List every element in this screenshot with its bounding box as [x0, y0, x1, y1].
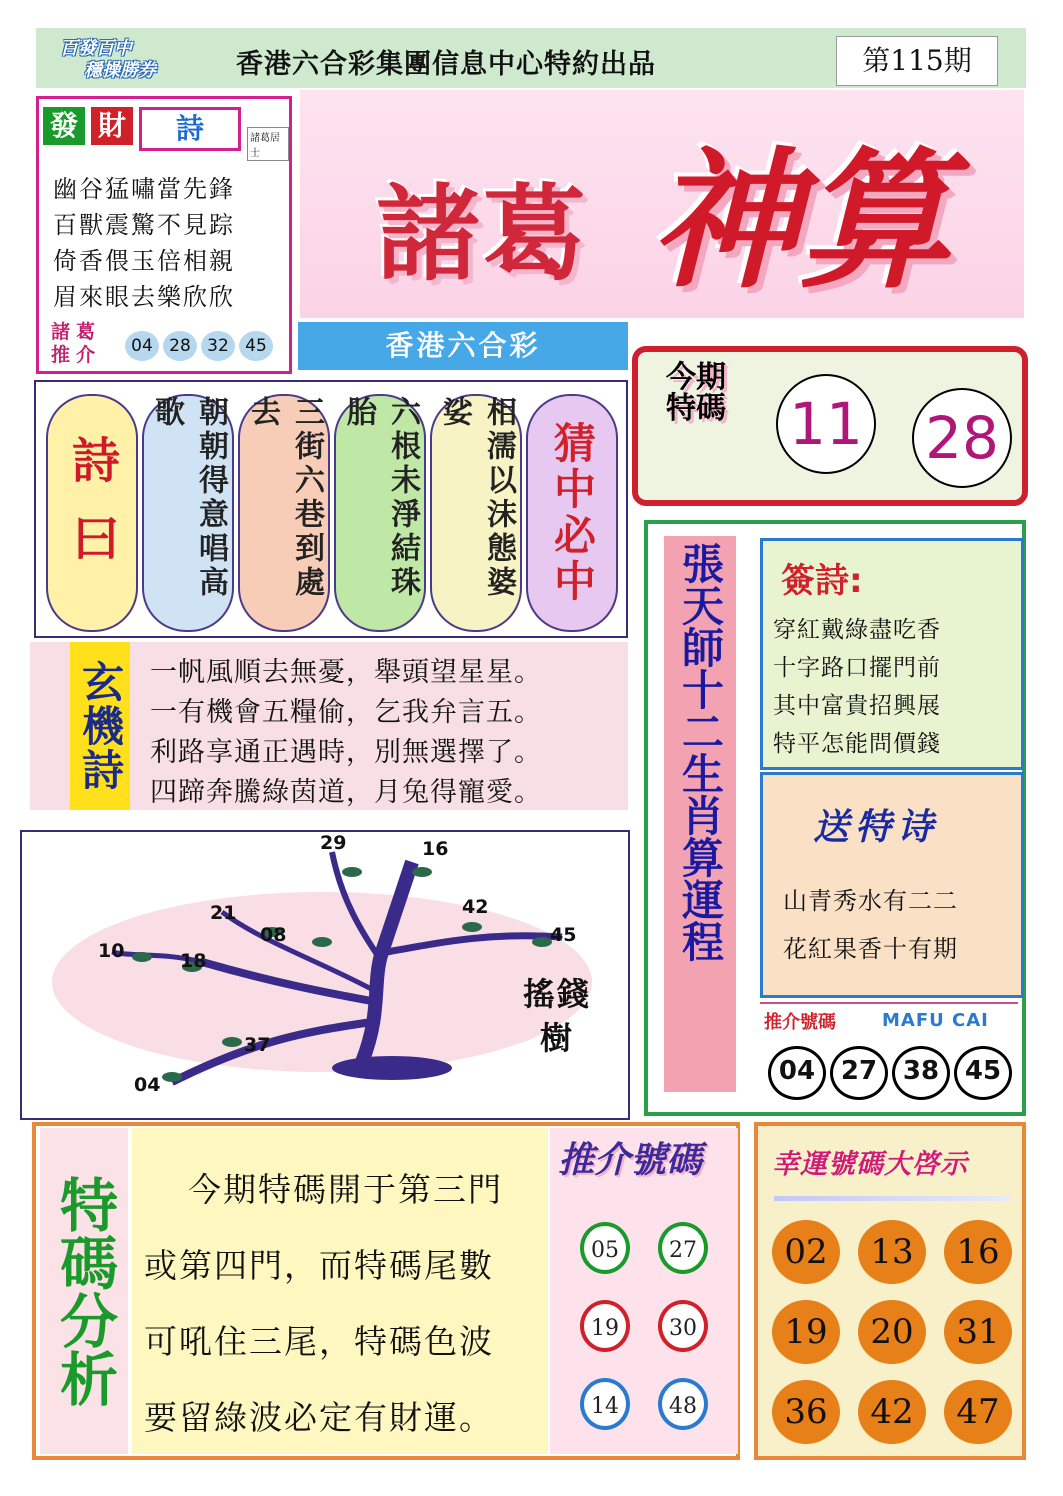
money-tree-label: 搖錢樹 [522, 975, 591, 1057]
poem-line: 眉來眼去樂欣欣 [53, 283, 235, 311]
special-number-panel [632, 346, 1028, 506]
title-shensuan: 神算 [650, 135, 951, 309]
lucky-divider [774, 1196, 1010, 1201]
recommend-number-ball: 19 [580, 1300, 630, 1352]
analysis-line: 今期特碼開于第三門 [188, 1170, 503, 1209]
gift-title: 送特诗 [813, 807, 940, 848]
recommend-number-ball: 48 [658, 1378, 708, 1430]
fortune-poem-panel [36, 96, 292, 374]
money-tree-panel [20, 830, 630, 1120]
poem-column: 相濡以沫態婆娑 [430, 394, 522, 632]
recommend-number-ball: 27 [658, 1222, 708, 1274]
analysis-line: 可吼住三尾，特碼色波 [144, 1322, 494, 1361]
recommend-ball: 32 [201, 331, 235, 361]
poem-line: 幽谷猛嘯當先鋒 [53, 175, 235, 203]
logo-line-1: 百發百中 [60, 38, 132, 59]
lucky-ball: 19 [772, 1300, 840, 1364]
mystic-line: 四蹄奔騰綠茵道，月兔得寵愛。 [150, 777, 542, 808]
lucky-ball: 02 [772, 1220, 840, 1284]
sign-line: 十字路口擺門前 [773, 655, 941, 681]
lucky-ball: 42 [858, 1380, 926, 1444]
gift-line: 山青秀水有二二 [783, 887, 958, 915]
analysis-label: 特碼分析 [40, 1128, 128, 1454]
mafu-bar [760, 1002, 1018, 1040]
tree-number: 18 [180, 950, 207, 972]
recommend-title: 推介號碼 [558, 1140, 703, 1181]
lucky-ball: 20 [858, 1300, 926, 1364]
lucky-numbers-panel [754, 1122, 1026, 1460]
gift-line: 花紅果香十有期 [783, 935, 958, 963]
special-ball: 11 [776, 374, 876, 474]
recommend-ball: 04 [125, 331, 159, 361]
tree-number: 10 [98, 940, 125, 962]
analysis-panel [32, 1122, 740, 1460]
mafu-brand: MAFU CAI [882, 1010, 989, 1031]
recommend-numbers-column [550, 1128, 738, 1454]
guess-column: 猜中必中 [526, 394, 618, 632]
tree-number: 16 [422, 838, 449, 860]
lucky-ball: 31 [944, 1300, 1012, 1364]
recommend-ball: 28 [163, 331, 197, 361]
mystic-label: 玄機詩 [70, 642, 130, 810]
tree-number: 42 [462, 896, 489, 918]
tree-number: 45 [550, 924, 577, 946]
mafu-ball: 45 [954, 1046, 1012, 1100]
hk-lottery-banner: 香港六合彩 [298, 322, 628, 370]
recommend-ball: 45 [239, 331, 273, 361]
special-label: 今期特碼 [666, 360, 726, 426]
logo-line-2: 穩操勝券 [84, 60, 156, 81]
lucky-ball: 13 [858, 1220, 926, 1284]
recommend-number-ball: 14 [580, 1378, 630, 1430]
tree-number: 29 [320, 832, 347, 854]
mystic-line: 利路享通正遇時，別無選擇了。 [150, 737, 542, 768]
mafu-ball: 04 [768, 1046, 826, 1100]
analysis-line: 或第四門，而特碼尾數 [144, 1246, 494, 1285]
sign-line: 其中富貴招興展 [773, 693, 941, 719]
sign-poem-box [760, 538, 1024, 770]
poem-author: 諸葛居士 [247, 127, 289, 161]
analysis-text [132, 1128, 548, 1454]
poem-column: 朝朝得意唱高歌 [142, 394, 234, 632]
tag-shi: 詩 [139, 107, 241, 151]
poem-line: 倚香偎玉倍相親 [53, 247, 235, 275]
title-zhuge: 諸葛 [376, 173, 589, 295]
analysis-line: 要留綠波必定有財運。 [144, 1398, 494, 1437]
mystic-line: 一帆風順去無憂，舉頭望星星。 [150, 657, 542, 688]
mafu-label: 推介號碼 [764, 1012, 836, 1033]
tree-number: 08 [260, 924, 287, 946]
recommend-number-ball: 05 [580, 1222, 630, 1274]
tree-number: 04 [134, 1074, 161, 1096]
gift-poem-box [760, 772, 1024, 998]
poem-column: 三街六巷到處去 [238, 394, 330, 632]
lucky-ball: 36 [772, 1380, 840, 1444]
tree-number: 37 [244, 1034, 271, 1056]
lucky-ball: 47 [944, 1380, 1012, 1444]
tag-fa: 發 [43, 107, 85, 145]
poem-line: 百獸震驚不見踪 [53, 211, 235, 239]
poem-column: 六根未淨結珠胎 [334, 394, 426, 632]
issue-number: 第115期 [836, 36, 998, 86]
tree-number: 21 [210, 902, 237, 924]
zodiac-title: 張天師十二生肖算運程 [676, 542, 725, 962]
sign-line: 穿紅戴綠盡吃香 [773, 617, 941, 643]
sign-line: 特平怎能問價錢 [773, 731, 941, 757]
recommend-label: 諸葛推介 [51, 321, 102, 366]
zodiac-panel [644, 520, 1026, 1116]
poem-columns-panel [34, 380, 628, 638]
tag-cai: 財 [91, 107, 133, 145]
special-ball: 28 [912, 388, 1012, 488]
mystic-poem-panel [30, 642, 628, 810]
mafu-ball: 38 [892, 1046, 950, 1100]
mafu-ball: 27 [830, 1046, 888, 1100]
mystic-line: 一有機會五糧偷，乞我弁言五。 [150, 697, 542, 728]
poem-title-column: 詩曰 [46, 394, 138, 632]
lucky-ball: 16 [944, 1220, 1012, 1284]
recommend-number-ball: 30 [658, 1300, 708, 1352]
lucky-title: 幸運號碼大啓示 [772, 1149, 968, 1180]
sign-title: 簽詩: [781, 561, 863, 601]
header-title: 香港六合彩集團信息中心特約出品 [236, 49, 656, 80]
